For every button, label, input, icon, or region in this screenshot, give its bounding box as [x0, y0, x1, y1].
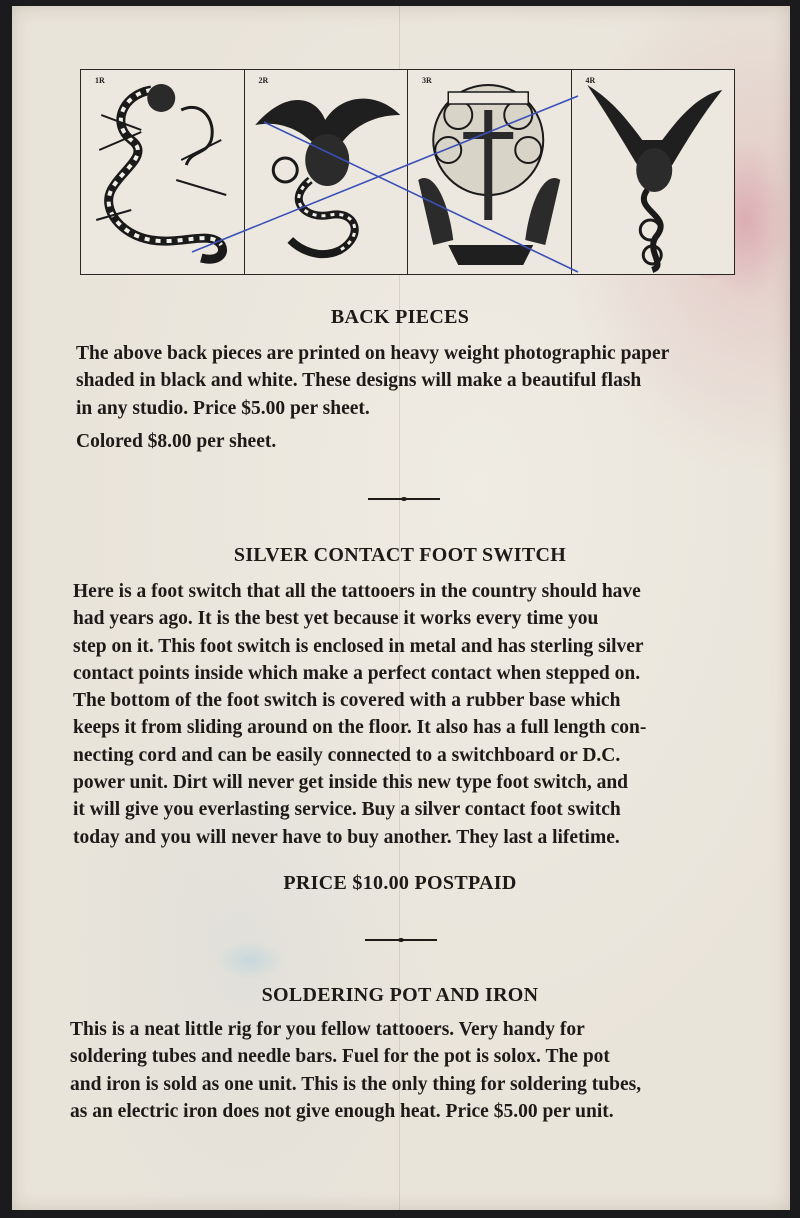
- plate-3r: [408, 70, 572, 274]
- section-divider: [365, 939, 437, 941]
- foot-switch-price: PRICE $10.00 POSTPAID: [283, 872, 517, 894]
- text-line: and iron is sold as one unit. This is the only thing for soldering tubes,: [70, 1073, 642, 1095]
- text-line: This is a neat little rig for you fellow tattooers. Very handy for: [70, 1019, 585, 1040]
- text-line: shaded in black and white. These designs will make a beautiful flash: [76, 370, 642, 392]
- text-line: The above back pieces are printed on heavy weight photographic paper: [76, 343, 670, 364]
- text-line: Here is a foot switch that all the tattooers in the country should have: [73, 581, 641, 602]
- back-pieces-description: [76, 340, 736, 422]
- foot-switch-heading: SILVER CONTACT FOOT SWITCH: [233, 544, 567, 566]
- back-pieces-plates: [80, 69, 735, 275]
- text-line: The bottom of the foot switch is covered with a rubber base which: [73, 690, 621, 712]
- soldering-description: [70, 1016, 730, 1125]
- plate-id: 2R: [258, 76, 269, 85]
- dragon-illustration: [81, 70, 244, 274]
- text-line: it will give you everlasting service. Buy a silver contact foot switch: [73, 799, 621, 821]
- text-line: as an electric iron does not give enough heat. Price $5.00 per unit.: [70, 1100, 614, 1122]
- back-pieces-heading: BACK PIECES: [330, 306, 470, 328]
- text-line: power unit. Dirt will never get inside this new type foot switch, and: [73, 772, 629, 794]
- text-line: had years ago. It is the best yet because it works every time you: [73, 608, 599, 630]
- soldering-heading: SOLDERING POT AND IRON: [261, 984, 539, 1006]
- text-line: step on it. This foot switch is enclosed in metal and has sterling silver: [73, 635, 644, 657]
- eagle-illustration: [572, 70, 735, 274]
- plate-4r: [572, 70, 735, 274]
- text-line: contact points inside which make a perfect contact when stepped on.: [73, 662, 641, 684]
- text-line: soldering tubes and needle bars. Fuel for the pot is solox. The pot: [70, 1046, 610, 1068]
- plate-2r: [245, 70, 409, 274]
- colored-price: Colored $8.00 per sheet.: [76, 431, 277, 452]
- rock-of-ages-illustration: [408, 70, 571, 274]
- text-line: in any studio. Price $5.00 per sheet.: [76, 397, 370, 419]
- plate-id: 1R: [95, 76, 105, 85]
- plate-1r: [81, 70, 245, 274]
- plate-id: 4R: [585, 76, 596, 85]
- section-divider: [368, 498, 440, 500]
- plate-id: 3R: [422, 76, 432, 85]
- foot-switch-description: [73, 578, 735, 851]
- text-line: necting cord and can be easily connected to a switchboard or D.C.: [73, 744, 621, 766]
- text-line: today and you will never have to buy another. They last a lifetime.: [73, 826, 620, 848]
- text-line: keeps it from sliding around on the floor. It also has a full length con-: [73, 717, 647, 739]
- eagle-snake-illustration: [245, 70, 408, 274]
